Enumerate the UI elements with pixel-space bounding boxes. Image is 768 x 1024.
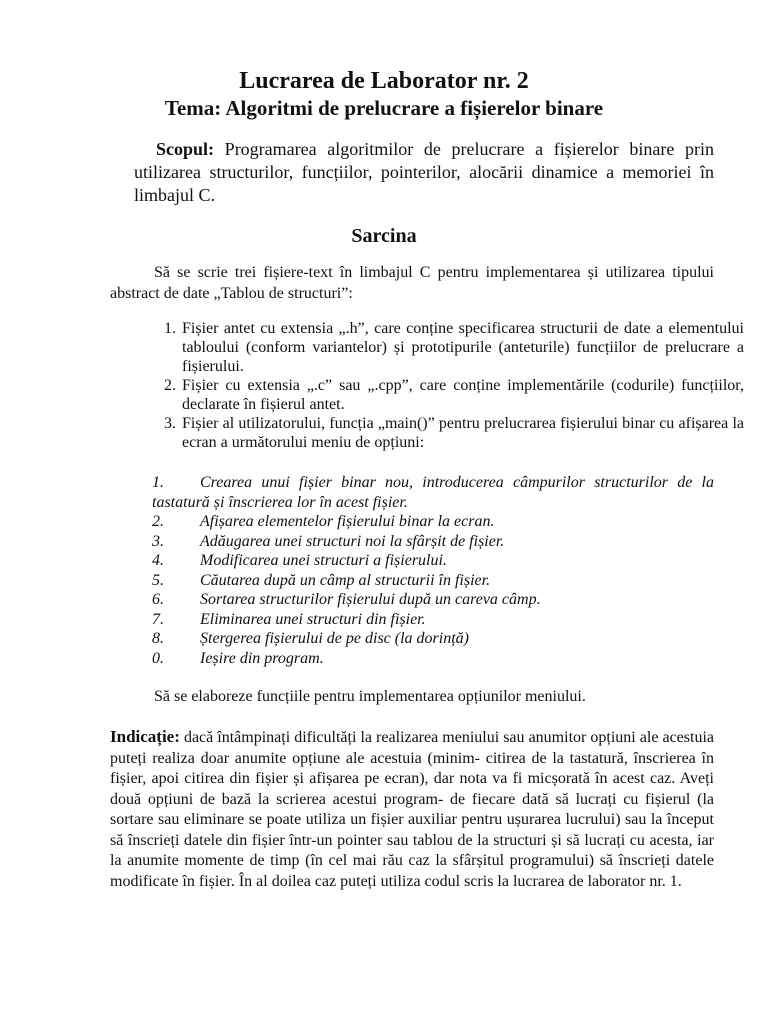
menu-item-text: Căutarea după un câmp al structurii în fișier. <box>200 571 491 589</box>
page-subtitle: Tema: Algoritmi de prelucrare a fișierelor binare <box>164 96 604 120</box>
menu-item-number: 0. <box>152 649 164 667</box>
task-list <box>150 319 744 452</box>
menu-item <box>152 551 714 571</box>
elaborate-paragraph: Să se elaboreze funcțiile pentru implementarea opțiunilor meniului. <box>154 688 586 705</box>
menu-item <box>152 590 714 610</box>
scope-label: Scopul: <box>156 139 215 159</box>
menu-item <box>152 532 714 552</box>
task-item: 3. Fișier al utilizatorului, funcția „main()” pentru prelucrarea fișierului binar cu afișarea la ecran a următorului meniu de opțiuni: <box>180 414 744 452</box>
page-title: Lucrarea de Laborator nr. 2 <box>239 68 529 94</box>
menu-item-text: Ștergerea fișierului de pe disc (la dorință) <box>200 630 469 647</box>
menu-item-number: 5. <box>152 571 164 589</box>
task-item: 2. Fișier cu extensia „.c” sau „.cpp”, care conține implementările (codurile) funcțiilor, declarate în fișierul antet. <box>180 376 744 414</box>
menu-item <box>152 610 714 630</box>
indication-text: dacă întâmpinați dificultăți la realizarea meniului sau anumitor opțiuni ale acestuia puteți realiza doar anumite opțiune ale acestuia (minim- citirea de la tastatură, înscrierea în fișier, apoi citirea din fișier și afișarea pe ecran), dar nota va fi micșorată în acest caz. Aveți două opțiuni de bază la scrierea acestui program- de fiecare dată să lucrați cu fișierul (la sortare sau eliminare se poate utiliza un fișier auxiliar pentru ușurarea lucrului) sau la început să înscrieți datele din fișier într-un pointer sau tablou de la structuri și să lucrați cu acesta, iar la anumite momente de timp (în cel mai rău caz la sfârșitul programului) să înscrieți datele modificate în fișier. În al doilea caz puteți utiliza codul scris la lucrarea de laborator nr. 1. <box>110 729 714 890</box>
menu-options-list <box>152 473 714 668</box>
menu-item-number: 3. <box>152 532 164 550</box>
menu-item-number: 2. <box>152 513 164 530</box>
indication-paragraph <box>110 727 714 892</box>
menu-item <box>152 571 714 591</box>
menu-item-text: Eliminarea unei structuri din fișier. <box>200 610 426 628</box>
menu-item-text: Afișarea elementelor fișierului binar la ecran. <box>200 513 495 530</box>
menu-item-number: 6. <box>152 591 164 608</box>
menu-item-number: 7. <box>152 610 164 628</box>
menu-item-text: Crearea unui fișier binar nou, introducerea câmpurilor structurilor de la tastatură și înscrierea lor în acest fișier. <box>152 474 714 511</box>
menu-item-text: Modificarea unei structuri a fișierului. <box>200 552 447 569</box>
menu-item-number: 8. <box>152 630 164 647</box>
menu-item-number: 4. <box>152 552 164 569</box>
section-heading: Sarcina <box>351 225 417 247</box>
menu-item-text: Adăugarea unei structuri noi la sfârșit de fișier. <box>200 532 505 550</box>
menu-item <box>152 473 714 512</box>
indication-label: Indicație: <box>110 727 180 746</box>
scope-paragraph <box>134 138 714 207</box>
intro-paragraph: Să se scrie trei fișiere-text în limbajul C pentru implementarea și utilizarea tipului abstract de date „Tablou de structuri”: <box>110 264 714 302</box>
menu-item-text: Sortarea structurilor fișierului după un careva câmp. <box>200 591 541 608</box>
menu-item <box>152 512 714 532</box>
scope-text: Programarea algoritmilor de prelucrare a fișierelor binare prin utilizarea structurilor, funcțiilor, pointerilor, alocării dinamice a memoriei în limbajul C. <box>134 139 714 205</box>
menu-item-text: Ieșire din program. <box>200 649 324 667</box>
menu-item <box>152 649 714 669</box>
menu-item <box>152 629 714 649</box>
menu-item-number: 1. <box>152 474 164 491</box>
task-item: 1. Fișier antet cu extensia „.h”, care conține specificarea structurii de date a elementului tabloului (conform variantelor) și prototipurile (anteturile) funcțiilor de prelucrare a fișierului. <box>180 319 744 376</box>
